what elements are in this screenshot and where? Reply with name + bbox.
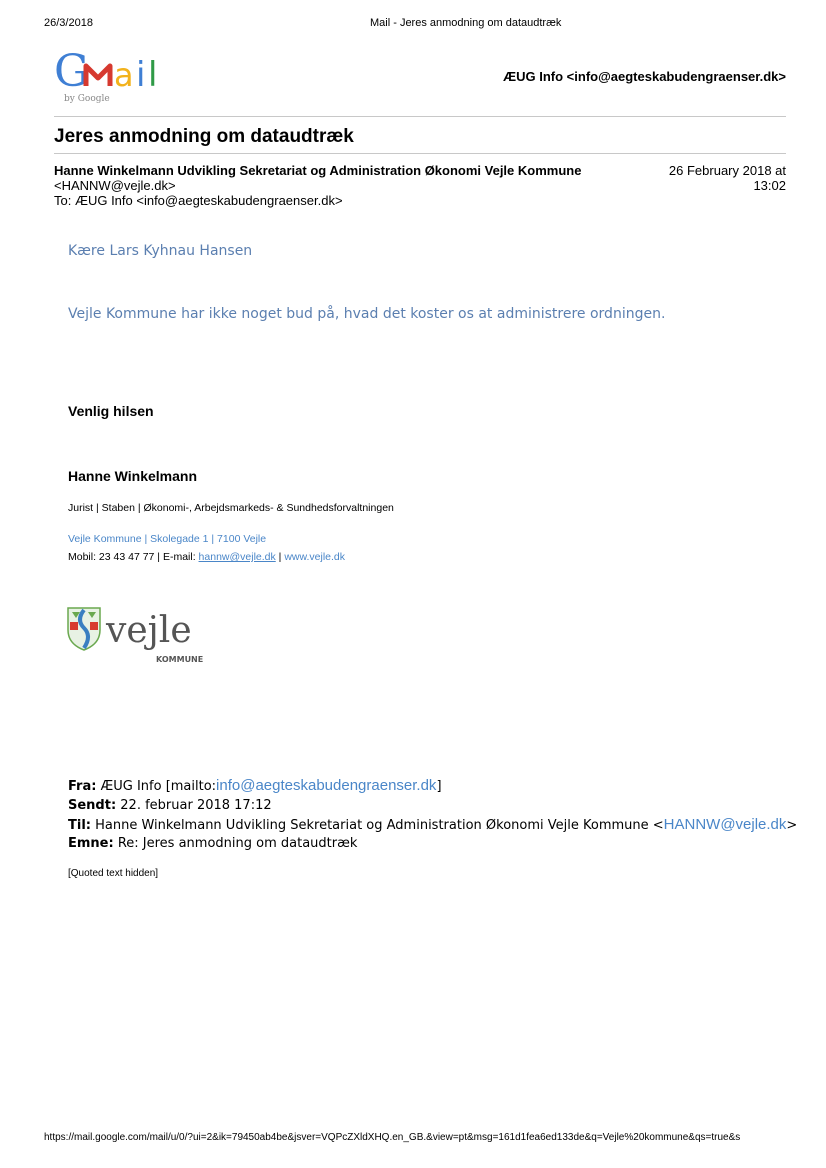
sender-block	[54, 163, 634, 208]
quoted-to	[68, 815, 797, 835]
quoted-text-hidden[interactable]: [Quoted text hidden]	[68, 868, 159, 879]
sender-name: Hanne Winkelmann Udvikling Sekretariat og Administration Økonomi Vejle Kommune	[54, 163, 582, 178]
vejle-logo	[66, 604, 216, 668]
from-email-link[interactable]: info@aegteskabudengraenser.dk	[216, 777, 437, 794]
subject-label: Emne:	[68, 836, 114, 851]
divider	[54, 116, 786, 117]
footer-url: https://mail.google.com/mail/u/0/?ui=2&ik=79450ab4be&jsver=VQPcZXldXHQ.en_GB.&view=pt&msg=161d1fea6ed133de&q=Vejle%20kommune&qs=true&s	[44, 1132, 741, 1143]
logo-byline: by Google	[64, 94, 110, 104]
time-line: 13:02	[753, 178, 786, 193]
subject-text: Re: Jeres anmodning om dataudtræk	[113, 836, 358, 851]
signature-name: Hanne Winkelmann	[68, 468, 198, 484]
from-label: Fra:	[68, 779, 97, 794]
to-text: Hanne Winkelmann Udvikling Sekretariat og Administration Økonomi Vejle Kommune <	[90, 818, 664, 833]
divider	[54, 153, 786, 154]
vejle-logo-icon	[66, 604, 216, 668]
vejle-logo-word: vejle	[106, 610, 192, 651]
signature-address: Vejle Kommune | Skolegade 1 | 7100 Vejle	[68, 533, 267, 545]
signature-web-link[interactable]: www.vejle.dk	[284, 551, 346, 563]
sender-email: <HANNW@vejle.dk>	[54, 178, 176, 193]
gmail-logo[interactable]	[54, 46, 184, 106]
from-text: ÆUG Info [mailto:	[96, 779, 217, 794]
sent-text: 22. februar 2018 17:12	[116, 798, 272, 813]
closing: Venlig hilsen	[68, 403, 154, 419]
gmail-logo-icon	[54, 46, 184, 106]
print-date: 26/3/2018	[44, 17, 93, 29]
body-paragraph: Vejle Kommune har ikke noget bud på, hvad det koster os at administrere ordningen.	[68, 306, 666, 322]
recipient: To: ÆUG Info <info@aegteskabudengraenser.dk>	[54, 193, 343, 208]
svg-text:a: a	[114, 56, 134, 94]
svg-text:i: i	[136, 55, 146, 95]
greeting: Kære Lars Kyhnau Hansen	[68, 243, 253, 259]
email-subject: Jeres anmodning om dataudtræk	[54, 126, 354, 147]
to-end: >	[786, 818, 798, 833]
contact-separator: |	[275, 551, 285, 563]
from-end: ]	[436, 779, 442, 794]
account-label: ÆUG Info <info@aegteskabudengraenser.dk>	[503, 69, 786, 84]
contact-prefix: Mobil: 23 43 47 77 | E-mail:	[68, 551, 199, 563]
svg-text:l: l	[148, 55, 158, 95]
signature-email-link[interactable]: hannw@vejle.dk	[198, 551, 276, 563]
vejle-logo-sub: KOMMUNE	[156, 655, 204, 664]
date-line: 26 February 2018 at	[668, 163, 786, 178]
print-title: Mail - Jeres anmodning om dataudtræk	[370, 17, 562, 29]
to-email-link[interactable]: HANNW@vejle.dk	[663, 816, 787, 833]
quoted-sent	[68, 796, 272, 815]
svg-text:G: G	[54, 46, 90, 97]
quoted-subject	[68, 834, 357, 853]
signature-title: Jurist | Staben | Økonomi-, Arbejdsmarkeds- & Sundhedsforvaltningen	[68, 502, 394, 514]
sent-label: Sendt:	[68, 798, 117, 813]
signature-contact	[68, 551, 345, 563]
quoted-from	[68, 776, 442, 796]
to-label: Til:	[68, 818, 91, 833]
message-date	[646, 163, 786, 193]
